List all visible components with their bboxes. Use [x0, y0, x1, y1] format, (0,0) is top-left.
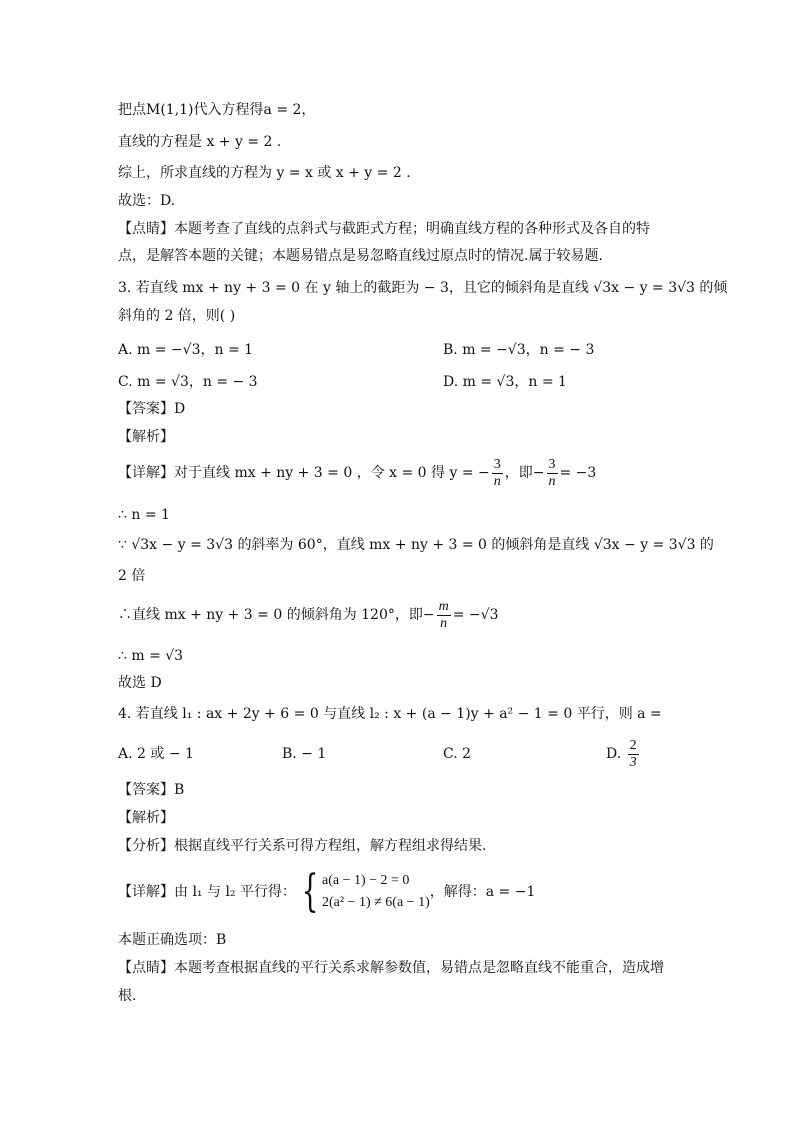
q4-detail — [118, 862, 535, 922]
q3-analysis-label: 【解析】 — [118, 429, 174, 445]
question-4-stem: 4. 若直线 l₁ : ax + 2y + 6 = 0 与直线 l₂ : x + (a − 1)y + a² − 1 = 0 平行，则 a = — [118, 706, 662, 722]
q3-detail-5-post: = −√3 — [452, 607, 499, 623]
fraction — [437, 599, 451, 632]
q4-detail-text: 【详解】由 l₁ 与 l₂ 平行得： — [118, 884, 296, 900]
numerator: 3 — [493, 456, 501, 472]
q3-detail-2: ∴ n = 1 — [118, 507, 170, 523]
q3-answer: 【答案】D — [118, 401, 186, 417]
fraction — [628, 738, 639, 771]
system-row: 2(a² − 1) ≠ 6(a − 1) — [321, 895, 430, 910]
comment-line: 点，是解答本题的关键；本题易错点是易忽略直线过原点时的情况.属于较易题. — [118, 248, 603, 264]
q4-option-d-label: D. — [606, 746, 622, 762]
q4-option-b: B. − 1 — [282, 746, 327, 762]
text-line: 把点M(1,1)代入方程得a = 2， — [118, 102, 316, 118]
brace-icon: { — [301, 866, 319, 917]
denominator: n — [493, 473, 501, 489]
q4-option-d — [606, 736, 641, 772]
q3-option-b: B. m = −√3，n = − 3 — [443, 342, 595, 358]
q4-analysis: 【分析】根据直线平行关系可得方程组，解方程组求得结果. — [118, 838, 487, 854]
q4-detail-result: ，解得：a = −1 — [429, 884, 536, 900]
denominator: n — [440, 615, 448, 631]
q4-analysis-label: 【解析】 — [118, 810, 174, 826]
numerator: 2 — [629, 737, 637, 753]
q3-detail-6: ∴ m = √3 — [118, 648, 184, 664]
q3-option-a: A. m = −√3，n = 1 — [118, 342, 254, 358]
text-line: 综上，所求直线的方程为 y = x 或 x + y = 2 . — [118, 165, 411, 181]
q3-detail-1-mid: ，即− — [504, 465, 545, 481]
text-line: 直线的方程是 x + y = 2 . — [118, 134, 282, 150]
fraction — [547, 457, 558, 490]
q3-detail-1 — [118, 455, 596, 491]
q4-comment-line: 根. — [118, 988, 137, 1004]
denominator: n — [548, 473, 556, 489]
q3-detail-5-text: ∴直线 mx + ny + 3 = 0 的倾斜角为 120°，即− — [118, 607, 435, 623]
q3-detail-3: ∵ √3x − y = 3√3 的斜率为 60°，直线 mx + ny + 3 = 0 的倾斜角是直线 √3x − y = 3√3 的 — [118, 537, 714, 553]
q4-answer: 【答案】B — [118, 782, 185, 798]
system-row: a(a − 1) − 2 = 0 — [321, 873, 410, 888]
fraction — [492, 457, 503, 490]
q3-detail-4: 2 倍 — [118, 568, 146, 584]
numerator: m — [438, 598, 449, 614]
q3-detail-1-text: 【详解】对于直线 mx + ny + 3 = 0 ，令 x = 0 得 y = − — [118, 465, 490, 481]
q3-detail-5 — [118, 597, 498, 633]
q3-option-d: D. m = √3，n = 1 — [443, 374, 567, 390]
question-3-stem: 3. 若直线 mx + ny + 3 = 0 在 y 轴上的截距为 − 3，且它的倾斜角是直线 √3x − y = 3√3 的倾 — [118, 280, 728, 296]
numerator: 3 — [548, 456, 556, 472]
q3-option-c: C. m = √3，n = − 3 — [118, 374, 258, 390]
q4-option-c: C. 2 — [443, 746, 472, 762]
q3-detail-1-post: = −3 — [559, 465, 597, 481]
q4-correct-option: 本题正确选项：B — [118, 932, 227, 948]
q4-comment-line: 【点睛】本题考查根据直线的平行关系求解参数值，易错点是忽略直线不能重合，造成增 — [118, 960, 664, 976]
text-line: 故选：D. — [118, 193, 176, 209]
comment-line: 【点睛】本题考查了直线的点斜式与截距式方程；明确直线方程的各种形式及各自的特 — [118, 221, 650, 237]
question-3-stem-cont: 斜角的 2 倍，则( ) — [118, 308, 236, 324]
q4-option-a: A. 2 或 − 1 — [118, 746, 194, 762]
denominator: 3 — [629, 754, 637, 770]
q3-detail-7: 故选 D — [118, 675, 162, 691]
equation-system — [296, 866, 430, 917]
